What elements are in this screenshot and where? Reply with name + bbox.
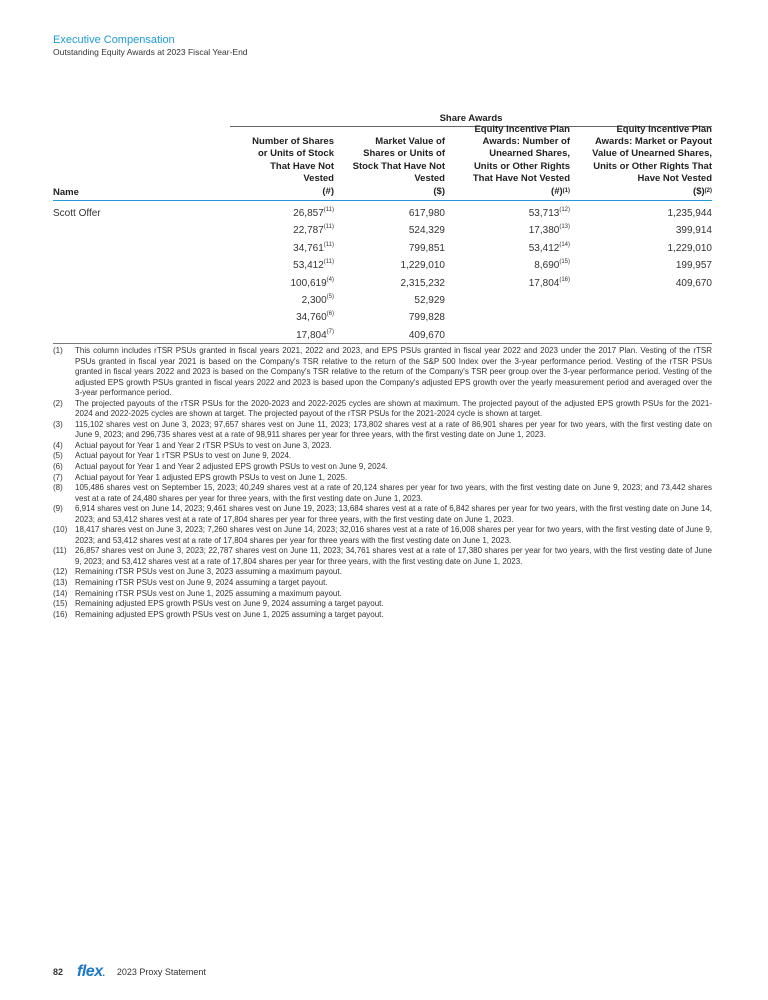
cell-value: 100,619 [290, 277, 327, 289]
footnote [53, 504, 712, 525]
page-footer [53, 964, 206, 980]
footnote [53, 451, 712, 462]
table-bottom-rule [53, 343, 712, 344]
cell-c2 [409, 225, 445, 236]
cell-value: 8,690 [534, 260, 560, 272]
section-title: Executive Compensation [53, 34, 175, 46]
cell-value: 17,804 [296, 329, 327, 341]
cell-value: 2,315,232 [400, 277, 445, 289]
footnote-ref: (11) [323, 207, 334, 213]
column-header-shares-not-vested [230, 130, 334, 198]
footnote-ref: (14) [559, 241, 570, 248]
footnote [53, 599, 712, 610]
cell-c1 [293, 225, 334, 236]
cell-c3 [529, 243, 570, 254]
cell-value: 199,957 [675, 260, 712, 272]
footnote-ref: (15) [559, 259, 570, 266]
column-header-line: Unearned Shares, [489, 148, 570, 160]
footnote-text: Remaining adjusted EPS growth PSUs vest on June 1, 2025 assuming a target payout. [75, 609, 384, 619]
footnote-text: Remaining rTSR PSUs vest on June 3, 2023 assuming a maximum payout. [75, 567, 342, 577]
footnote-ref: (11) [323, 241, 334, 248]
cell-value: 53,713 [528, 208, 560, 219]
footnote-text: 18,417 shares vest on June 3, 2023; 7,260 shares vest on June 14, 2023; 32,016 shares vest at a rate of 16,008 shares per year for two years, with the first vesting date of June 9, 2023; and 53,412 shares vest at a rate of 17,804 shares per year for three years with the first vesting date on June 1, 2023. [75, 525, 712, 545]
footnote-number: (9) [53, 504, 63, 514]
footnote-number: (8) [53, 483, 63, 493]
footnote [53, 473, 712, 484]
column-header-line: or Units of Stock [257, 148, 334, 160]
column-header-line: Equity Incentive Plan [616, 123, 712, 135]
document-title: 2023 Proxy Statement [116, 967, 206, 977]
cell-c4 [668, 208, 713, 219]
footnote-number: (2) [53, 398, 63, 408]
footnote-ref: (1) [562, 187, 570, 194]
footnote [53, 578, 712, 589]
footnote-number: (14) [53, 588, 68, 598]
column-header-line: Awards: Market or Payout [594, 135, 712, 147]
unit-label: ($) [693, 185, 705, 197]
cell-value: 799,828 [408, 312, 445, 324]
column-header-eip-payout-value [572, 123, 712, 198]
cell-c1 [296, 330, 334, 341]
cell-value: 524,329 [408, 225, 445, 237]
footnote-text: 6,914 shares vest on June 14, 2023; 9,461 shares vest on June 19, 2023; 13,684 shares vest at a rate of 6,842 shares per year for two years, with the first vesting date on June 14, 2023; and 53,412 shares vest at a rate of 17,804 shares per year for three years, with the first vesting date on June 1, 2023. [75, 504, 712, 524]
footnote-ref: (5) [326, 294, 334, 300]
footnote-number: (11) [53, 546, 67, 556]
row-name: Scott Offer [53, 208, 101, 219]
footnote [53, 399, 712, 420]
footnote-number: (6) [53, 462, 63, 472]
footnote-ref: (11) [323, 259, 334, 266]
unit-label: (#) [551, 185, 563, 197]
cell-value: 53,412 [293, 260, 324, 272]
cell-value: 17,380 [528, 225, 560, 237]
column-header-line: Units or Other Rights [473, 160, 570, 172]
column-header-line: Number of Shares [252, 135, 334, 147]
unit-label: (#) [322, 185, 334, 197]
cell-value: 409,670 [408, 329, 445, 341]
column-header-name: Name [53, 187, 79, 198]
footnote-text: The projected payouts of the rTSR PSUs for the 2020-2023 and 2022-2025 cycles are shown at maximum. The projected payout of the adjusted EPS growth PSUs for the 2021-2024 and 2022-2025 cycles are shown at target. The projected payout of the rTSR PSUs for the 2021-2024 cycle is shown at target. [75, 398, 712, 419]
footnotes [53, 346, 712, 620]
column-header-line: Value of Unearned Shares, [592, 148, 712, 160]
cell-c3 [529, 278, 570, 289]
cell-value: 34,760 [296, 312, 327, 324]
column-header-unit [572, 186, 712, 198]
footnote-number: (3) [53, 419, 63, 429]
footnote [53, 546, 712, 567]
cell-c2 [409, 330, 445, 341]
cell-c1 [293, 208, 334, 219]
footnote-number: (15) [53, 599, 68, 609]
footnote-text: Actual payout for Year 1 and Year 2 adjusted EPS growth PSUs to vest on June 9, 2024. [75, 462, 388, 472]
footnote-ref: (4) [326, 276, 334, 283]
footnote-ref: (13) [559, 224, 570, 231]
column-header-line: Market Value of [375, 135, 445, 147]
footnote [53, 589, 712, 600]
footnote-text: Remaining rTSR PSUs vest on June 1, 2025 assuming a maximum payout. [75, 588, 342, 598]
footnote-number: (4) [53, 440, 63, 450]
cell-value: 2,300 [301, 295, 327, 306]
column-header-unit [446, 186, 570, 198]
cell-value: 1,229,010 [400, 260, 445, 272]
cell-value: 17,804 [528, 277, 560, 289]
footnote-number: (10) [53, 525, 68, 535]
column-header-line: That Have Not Vested [472, 173, 570, 185]
footnote-text: Remaining rTSR PSUs vest on June 9, 2024 assuming a target payout. [75, 578, 328, 588]
footnote-text: 26,857 shares vest on June 3, 2023; 22,787 shares vest on June 11, 2023; 34,761 shares vest at a rate of 17,380 shares per year for two years, with the first vesting date of June 9, 2023; and 53,412 shares vest at a rate of 17,804 shares per year for three years, with the first vesting date on June 1, 2023. [75, 546, 712, 566]
column-header-line: Have Not Vested [637, 173, 712, 185]
cell-c1 [293, 243, 334, 254]
footnote-ref: (2) [704, 187, 712, 194]
footnote-number: (7) [53, 472, 63, 482]
footnote-ref: (7) [326, 328, 334, 335]
column-header-unit [334, 186, 445, 198]
column-header-line: Shares or Units of [363, 148, 445, 160]
flex-logo: flex. [77, 963, 105, 980]
footnote-ref: (6) [326, 311, 334, 318]
share-awards-group-header: Share Awards [439, 113, 503, 124]
column-header-line: Equity Incentive Plan [474, 123, 570, 135]
footnote [53, 483, 712, 504]
cell-c3 [529, 225, 570, 236]
footnote-number: (5) [53, 451, 63, 461]
footnote [53, 346, 712, 399]
cell-c4 [676, 225, 712, 236]
footnote-number: (12) [53, 567, 68, 577]
footnote-number: (1) [53, 346, 63, 355]
table-row [53, 325, 712, 345]
cell-c3 [534, 260, 570, 271]
footnote-ref: (16) [559, 276, 570, 283]
footnote [53, 420, 712, 441]
cell-value: 409,670 [675, 277, 712, 289]
footnote-text: 105,486 shares vest on September 15, 2023; 40,249 shares vest at a rate of 20,124 shares per year for two years, with the first vesting date on June 9, 2023; and 73,442 shares vest at a rate of 24,480 shares per year for three years, with the first vesting date on June 1, 2023. [75, 483, 712, 503]
column-header-unit [230, 186, 334, 198]
footnote [53, 441, 712, 452]
cell-value: 26,857 [293, 208, 324, 219]
cell-value: 22,787 [293, 225, 324, 237]
column-header-line: Vested [303, 173, 334, 185]
footnote-text: Actual payout for Year 1 and Year 2 rTSR PSUs to vest on June 3, 2023. [75, 440, 332, 450]
column-header-eip-unearned-shares [446, 123, 570, 198]
cell-c1 [291, 278, 335, 289]
cell-value: 52,929 [414, 295, 445, 306]
footnote-text: This column includes rTSR PSUs granted in fiscal years 2021, 2022 and 2023, and EPS PSUs granted in fiscal year 2022 and 2023 under the 2017 Plan. Vesting of the rTSR PSUs granted in fiscal year 2021 is based on the Company's TSR relative to the return of the S&P 500 Index over the 3-year performance period. Vesting of the rTSR PSUs granted in fiscal years 2022 and 2023 is based on the Company's TSR relative to the return of the Company's TSR peer group over the 3-year performance period. Vesting of the adjusted EPS growth PSUs granted in fiscal years 2022 and 2023 is based upon the Company's adjusted EPS growth over the yearly measurement period and averaged over the 3-year performance period. [75, 346, 712, 398]
footnote-ref: (12) [559, 207, 570, 213]
footnote [53, 610, 712, 621]
unit-label: ($) [433, 185, 445, 197]
cell-value: 1,235,944 [667, 208, 712, 219]
footnote-text: 115,102 shares vest on June 3, 2023; 97,657 shares vest on June 11, 2023; 173,802 shares vest at a rate of 86,901 shares per year for two years, with the first vesting date on June 9, 2023; and 296,735 shares vest at a rate of 98,911 shares per year for three years, with the first vesting date on June 1, 2023. [75, 419, 712, 440]
footnote-text: Actual payout for Year 1 rTSR PSUs to vest on June 9, 2024. [75, 451, 292, 461]
footnote-number: (13) [53, 578, 68, 588]
cell-c2 [401, 260, 446, 271]
cell-value: 1,229,010 [667, 242, 712, 254]
cell-value: 53,412 [528, 242, 560, 254]
cell-value: 799,851 [408, 242, 445, 254]
cell-value: 34,761 [293, 242, 324, 254]
page-subtitle: Outstanding Equity Awards at 2023 Fiscal Year-End [53, 47, 248, 57]
cell-value: 399,914 [675, 225, 712, 237]
cell-value: 617,980 [408, 208, 445, 219]
cell-c1 [302, 295, 334, 306]
page-number: 82 [53, 967, 64, 977]
column-header-line: Units or Other Rights That [593, 160, 712, 172]
cell-c2 [414, 295, 445, 306]
column-header-line: Stock That Have Not [352, 160, 445, 172]
cell-c2 [409, 243, 445, 254]
cell-c2 [409, 208, 445, 219]
cell-c4 [676, 278, 712, 289]
footnote-ref: (11) [323, 224, 334, 231]
footnote [53, 462, 712, 473]
column-header-line: That Have Not [270, 160, 334, 172]
cell-c4 [676, 260, 712, 271]
column-header-line: Vested [414, 173, 445, 185]
footnote-text: Actual payout for Year 1 adjusted EPS growth PSUs to vest on June 1, 2025. [75, 472, 348, 482]
footnote [53, 567, 712, 578]
cell-c4 [668, 243, 713, 254]
cell-c2 [401, 278, 446, 289]
column-header-line: Awards: Number of [482, 135, 570, 147]
footnote [53, 525, 712, 546]
cell-c1 [296, 312, 334, 323]
column-header-market-value [334, 130, 445, 198]
footnote-number: (16) [53, 609, 68, 619]
header-rule [53, 200, 712, 201]
cell-c2 [409, 312, 445, 323]
cell-c3 [529, 208, 570, 219]
footnote-text: Remaining adjusted EPS growth PSUs vest on June 9, 2024 assuming a target payout. [75, 599, 384, 609]
cell-c1 [293, 260, 334, 271]
